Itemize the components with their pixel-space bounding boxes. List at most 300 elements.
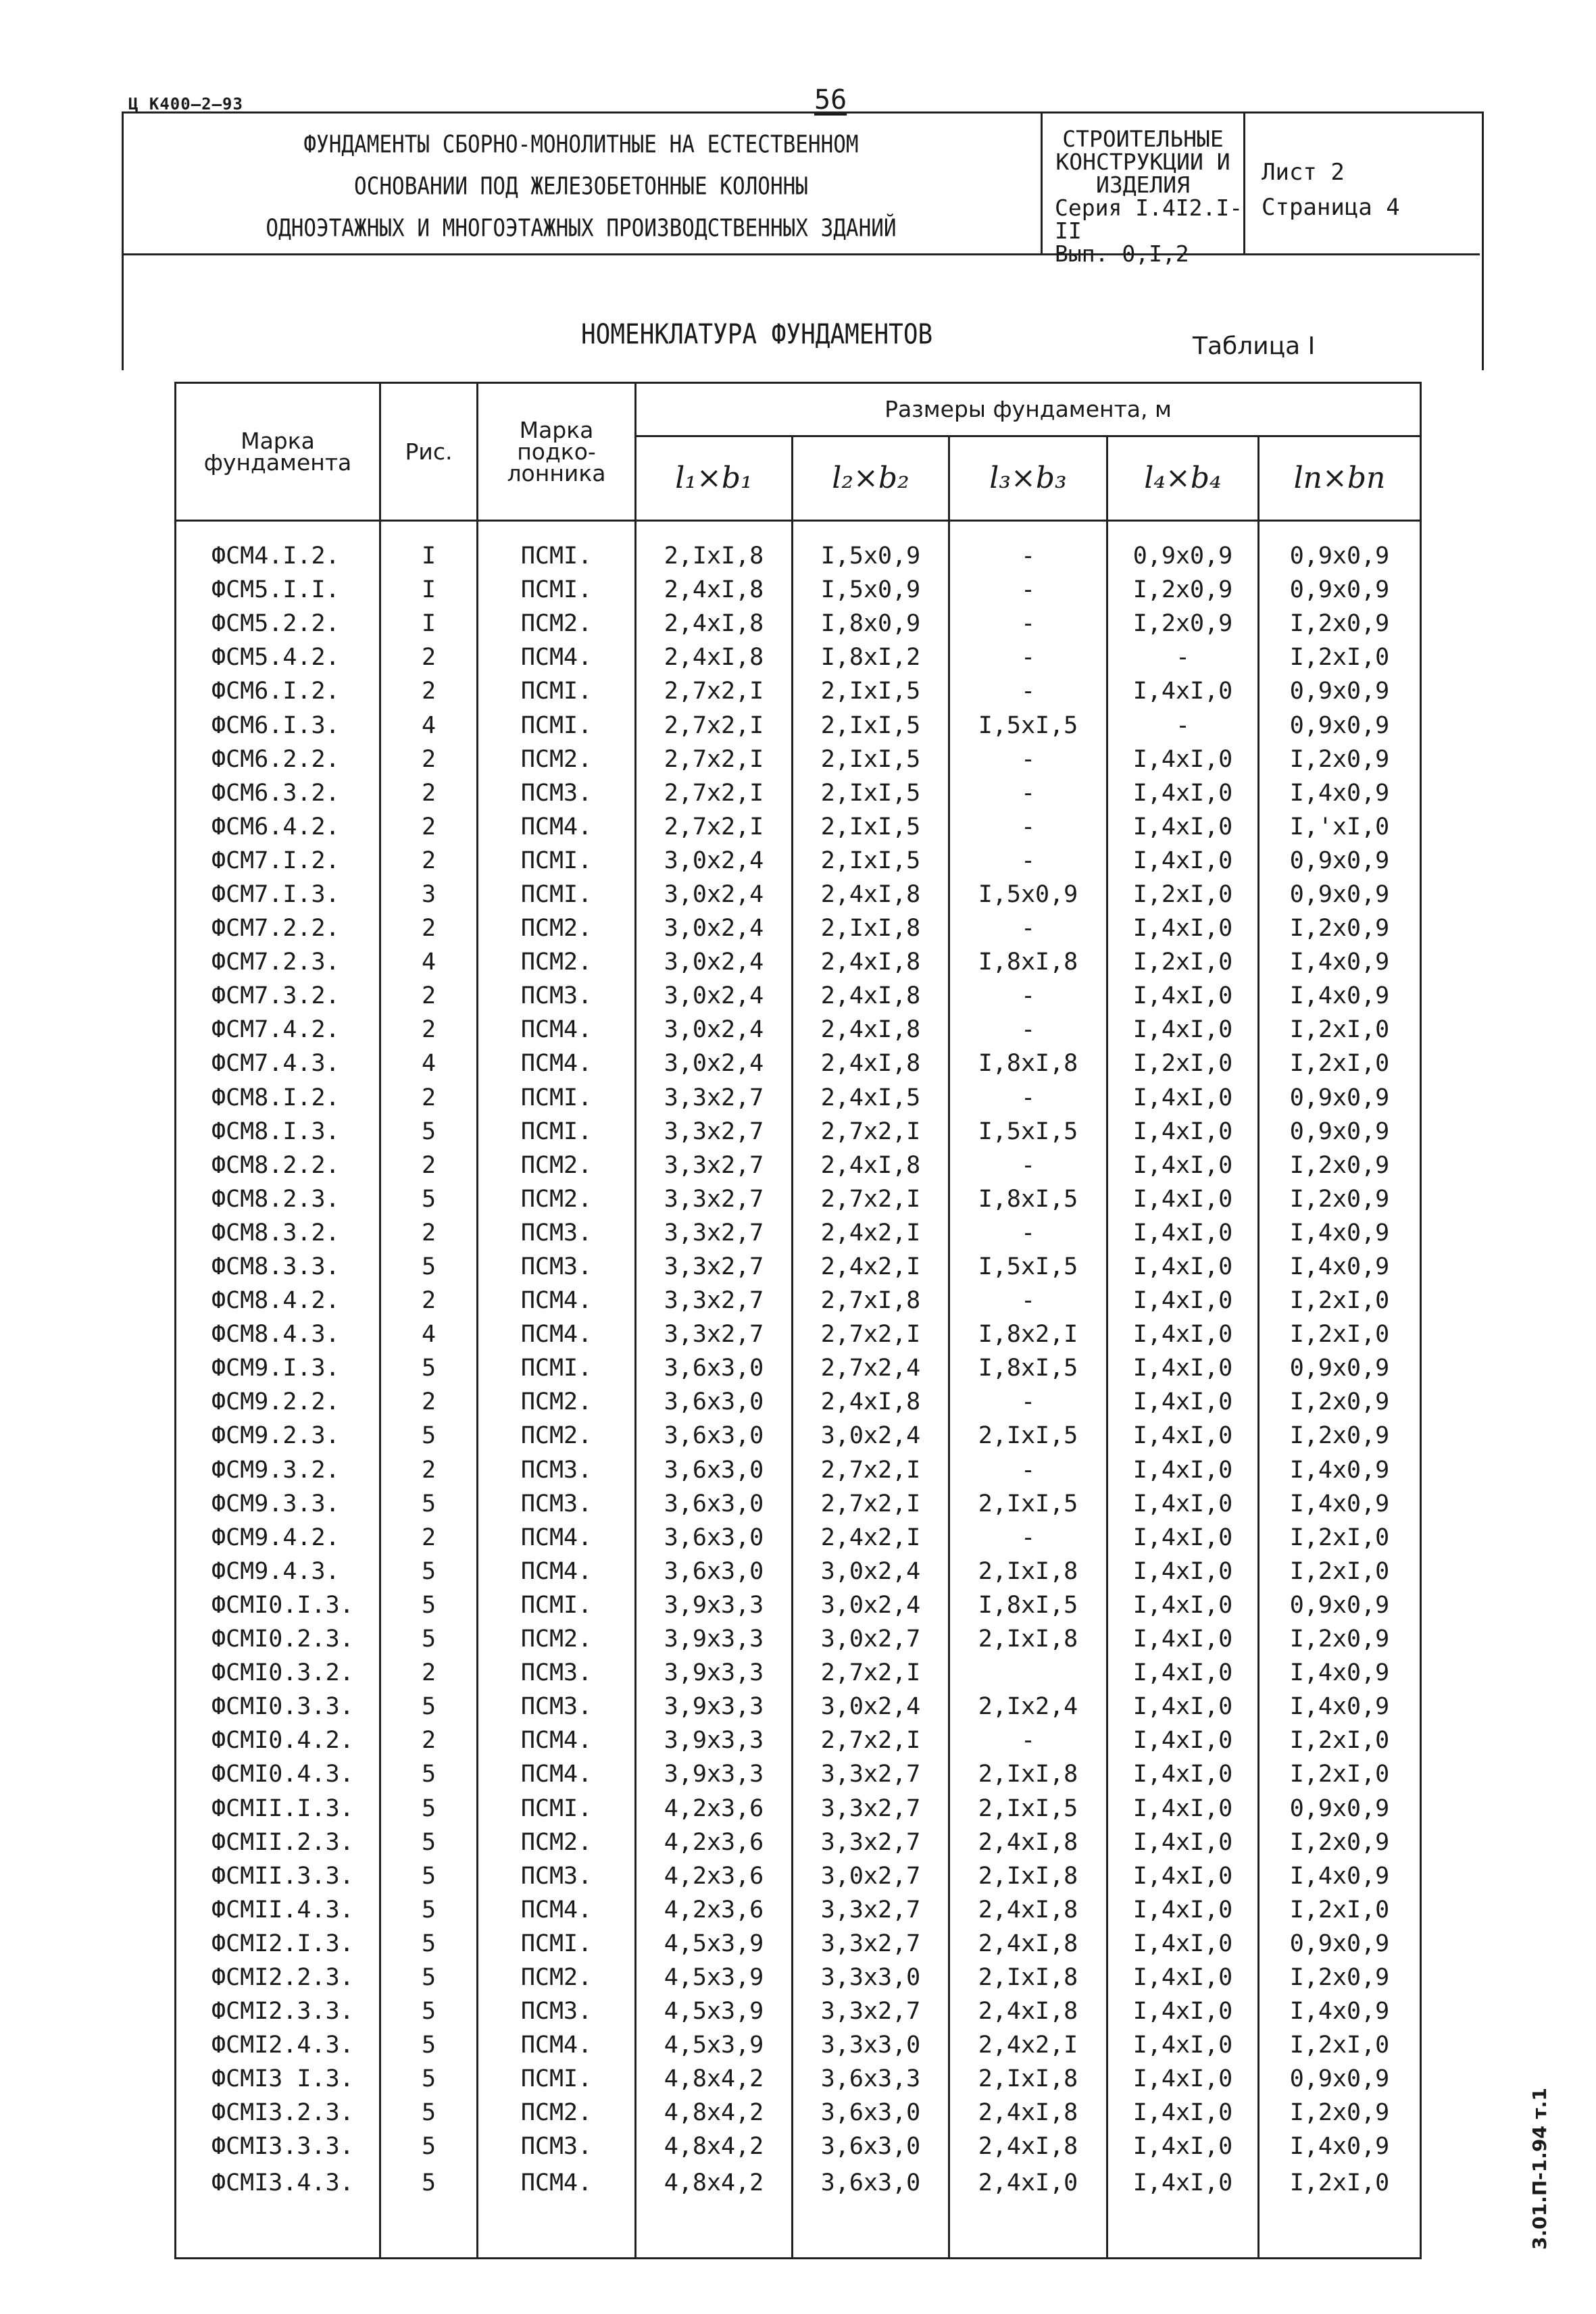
cell-mark: ФСМ8.3.2. bbox=[176, 1216, 380, 1250]
cell-dim-3: - bbox=[949, 521, 1107, 574]
cell-dim-3: - bbox=[949, 844, 1107, 878]
cell-dim-4: I,2x0,9 bbox=[1107, 607, 1259, 640]
cell-dim-n: I,2xI,0 bbox=[1259, 1317, 1421, 1351]
cell-dim-2: 3,3x3,0 bbox=[793, 1961, 949, 1994]
table-row bbox=[176, 945, 1421, 979]
cell-subcolumn: ПСМI. bbox=[478, 1791, 636, 1825]
cell-dim-n: I,2xI,0 bbox=[1259, 1521, 1421, 1555]
cell-dim-3: 2,4xI,8 bbox=[949, 1826, 1107, 1859]
table-row bbox=[176, 1419, 1421, 1453]
cell-dim-2: 2,IxI,5 bbox=[793, 674, 949, 708]
cell-subcolumn: ПСМ2. bbox=[478, 1622, 636, 1656]
cell-figure: 2 bbox=[380, 1724, 478, 1757]
cell-dim-2: 2,4xI,8 bbox=[793, 878, 949, 911]
cell-dim-4: I,4xI,0 bbox=[1107, 1521, 1259, 1555]
cell-dim-n: I,2x0,9 bbox=[1259, 1826, 1421, 1859]
cell-mark: ФСМI0.3.2. bbox=[176, 1656, 380, 1690]
cell-dim-3: 2,4xI,8 bbox=[949, 2130, 1107, 2163]
cell-dim-2: 2,7xI,8 bbox=[793, 1284, 949, 1317]
cell-dim-2: 2,7x2,I bbox=[793, 1453, 949, 1487]
cell-dim-2: I,8xI,2 bbox=[793, 640, 949, 674]
cell-dim-3: 2,4xI,0 bbox=[949, 2164, 1107, 2259]
cell-dim-4: I,4xI,0 bbox=[1107, 1419, 1259, 1453]
cell-dim-n: I,2x0,9 bbox=[1259, 743, 1421, 776]
cell-figure: I bbox=[380, 573, 478, 607]
cell-dim-1: 3,9x3,3 bbox=[636, 1622, 793, 1656]
cell-mark: ФСМ7.2.3. bbox=[176, 945, 380, 979]
cell-dim-3: 2,IxI,8 bbox=[949, 2062, 1107, 2096]
cell-dim-1: 4,2x3,6 bbox=[636, 1893, 793, 1927]
cell-dim-3: - bbox=[949, 979, 1107, 1013]
cell-dim-3: I,8xI,5 bbox=[949, 1182, 1107, 1216]
cell-dim-1: 3,6x3,0 bbox=[636, 1385, 793, 1419]
table-row bbox=[176, 640, 1421, 674]
cell-mark: ФСМI0.I.3. bbox=[176, 1588, 380, 1622]
cell-dim-4: I,4xI,0 bbox=[1107, 1656, 1259, 1690]
cell-dim-2: 2,4xI,8 bbox=[793, 1047, 949, 1080]
cell-figure: 5 bbox=[380, 1994, 478, 2028]
cell-dim-1: 2,7x2,I bbox=[636, 776, 793, 810]
table-row bbox=[176, 2130, 1421, 2163]
cell-dim-4: I,4xI,0 bbox=[1107, 1994, 1259, 2028]
cell-dim-n: I,2xI,0 bbox=[1259, 1284, 1421, 1317]
cell-mark: ФСМ7.4.2. bbox=[176, 1013, 380, 1047]
cell-mark: ФСМ7.4.3. bbox=[176, 1047, 380, 1080]
cell-dim-n: 0,9x0,9 bbox=[1259, 708, 1421, 742]
cell-dim-2: I,5x0,9 bbox=[793, 573, 949, 607]
table-row bbox=[176, 979, 1421, 1013]
cell-dim-4: I,4xI,0 bbox=[1107, 1385, 1259, 1419]
cell-dim-1: 2,7x2,I bbox=[636, 810, 793, 844]
cell-subcolumn: ПСМI. bbox=[478, 674, 636, 708]
table-row bbox=[176, 521, 1421, 574]
cell-dim-1: 3,0x2,4 bbox=[636, 979, 793, 1013]
cell-dim-2: 2,4xI,8 bbox=[793, 979, 949, 1013]
table-row bbox=[176, 1149, 1421, 1182]
cell-dim-3: 2,IxI,5 bbox=[949, 1791, 1107, 1825]
cell-subcolumn: ПСМ3. bbox=[478, 2130, 636, 2163]
cell-subcolumn: ПСМ4. bbox=[478, 810, 636, 844]
cell-dim-4: I,4xI,0 bbox=[1107, 1961, 1259, 1994]
cell-subcolumn: ПСМI. bbox=[478, 2062, 636, 2096]
cell-dim-2: 3,0x2,7 bbox=[793, 1859, 949, 1893]
cell-mark: ФСМ6.I.3. bbox=[176, 708, 380, 742]
cell-subcolumn: ПСМ4. bbox=[478, 1317, 636, 1351]
cell-subcolumn: ПСМI. bbox=[478, 1351, 636, 1385]
cell-dim-2: 3,3x2,7 bbox=[793, 1994, 949, 2028]
cell-dim-n: 0,9x0,9 bbox=[1259, 844, 1421, 878]
cell-dim-2: 2,7x2,I bbox=[793, 1487, 949, 1521]
table-row bbox=[176, 878, 1421, 911]
cell-subcolumn: ПСМ2. bbox=[478, 945, 636, 979]
cell-dim-3: 2,4xI,8 bbox=[949, 2096, 1107, 2130]
cell-dim-n: 0,9x0,9 bbox=[1259, 1351, 1421, 1385]
cell-dim-3: - bbox=[949, 1453, 1107, 1487]
cell-dim-n: I,2xI,0 bbox=[1259, 1013, 1421, 1047]
document-code: Ц К400—2—93 bbox=[128, 95, 243, 114]
cell-subcolumn: ПСМI. bbox=[478, 1927, 636, 1961]
cell-mark: ФСМ9.2.2. bbox=[176, 1385, 380, 1419]
cell-dim-3: - bbox=[949, 776, 1107, 810]
cell-subcolumn: ПСМ3. bbox=[478, 979, 636, 1013]
cell-mark: ФСМI0.3.3. bbox=[176, 1690, 380, 1724]
cell-mark: ФСМ9.I.3. bbox=[176, 1351, 380, 1385]
cell-dim-4: I,4xI,0 bbox=[1107, 1013, 1259, 1047]
cell-dim-1: 4,8x4,2 bbox=[636, 2130, 793, 2163]
cell-mark: ФСМ8.2.3. bbox=[176, 1182, 380, 1216]
cell-dim-4: I,4xI,0 bbox=[1107, 1893, 1259, 1927]
cell-subcolumn: ПСМ3. bbox=[478, 776, 636, 810]
cell-dim-4: I,4xI,0 bbox=[1107, 1826, 1259, 1859]
cell-dim-2: 3,3x2,7 bbox=[793, 1893, 949, 1927]
cell-dim-4: I,4xI,0 bbox=[1107, 810, 1259, 844]
cell-figure: 5 bbox=[380, 1826, 478, 1859]
cell-dim-n: 0,9x0,9 bbox=[1259, 1081, 1421, 1115]
cell-mark: ФСМ8.3.3. bbox=[176, 1250, 380, 1284]
cell-figure: 2 bbox=[380, 844, 478, 878]
cell-mark: ФСМI0.2.3. bbox=[176, 1622, 380, 1656]
table-row bbox=[176, 1893, 1421, 1927]
cell-dim-2: 2,7x2,I bbox=[793, 1115, 949, 1149]
cell-dim-3: 2,Ix2,4 bbox=[949, 1690, 1107, 1724]
cell-dim-4: I,4xI,0 bbox=[1107, 1351, 1259, 1385]
cell-dim-n: I,2xI,0 bbox=[1259, 1757, 1421, 1791]
cell-subcolumn: ПСМI. bbox=[478, 878, 636, 911]
cell-dim-1: 2,4xI,8 bbox=[636, 573, 793, 607]
table-row bbox=[176, 1216, 1421, 1250]
cell-subcolumn: ПСМI. bbox=[478, 708, 636, 742]
cell-dim-4: I,4xI,0 bbox=[1107, 1859, 1259, 1893]
cell-dim-2: 3,3x2,7 bbox=[793, 1927, 949, 1961]
cell-dim-4: I,4xI,0 bbox=[1107, 979, 1259, 1013]
cell-dim-n: I,2xI,0 bbox=[1259, 2164, 1421, 2259]
cell-mark: ФСМ6.4.2. bbox=[176, 810, 380, 844]
cell-dim-1: 3,3x2,7 bbox=[636, 1216, 793, 1250]
cell-dim-1: 2,4xI,8 bbox=[636, 607, 793, 640]
cell-dim-4: I,2xI,0 bbox=[1107, 878, 1259, 911]
cell-figure: 5 bbox=[380, 1757, 478, 1791]
cell-figure: 5 bbox=[380, 2130, 478, 2163]
cell-dim-1: 3,9x3,3 bbox=[636, 1588, 793, 1622]
cell-mark: ФСМ6.3.2. bbox=[176, 776, 380, 810]
table-row bbox=[176, 1791, 1421, 1825]
cell-figure: 5 bbox=[380, 1182, 478, 1216]
table-row bbox=[176, 1385, 1421, 1419]
table-row bbox=[176, 1724, 1421, 1757]
cell-dim-n: I,2x0,9 bbox=[1259, 911, 1421, 945]
cell-dim-n: 0,9x0,9 bbox=[1259, 1588, 1421, 1622]
cell-dim-1: 4,2x3,6 bbox=[636, 1791, 793, 1825]
cell-dim-n: I,2x0,9 bbox=[1259, 1385, 1421, 1419]
cell-subcolumn: ПСМI. bbox=[478, 1115, 636, 1149]
table-row bbox=[176, 2096, 1421, 2130]
cell-dim-2: 3,0x2,4 bbox=[793, 1588, 949, 1622]
table-row bbox=[176, 607, 1421, 640]
cell-subcolumn: ПСМ3. bbox=[478, 1690, 636, 1724]
cell-dim-2: 2,7x2,I bbox=[793, 1656, 949, 1690]
cell-figure: 5 bbox=[380, 1791, 478, 1825]
cell-mark: ФСМII.3.3. bbox=[176, 1859, 380, 1893]
cell-dim-2: 2,IxI,5 bbox=[793, 810, 949, 844]
cell-dim-n: I,4x0,9 bbox=[1259, 776, 1421, 810]
cell-dim-3: - bbox=[949, 674, 1107, 708]
foundation-nomenclature-table bbox=[174, 382, 1422, 2259]
cell-dim-2: 2,IxI,8 bbox=[793, 911, 949, 945]
series-line-1: СТРОИТЕЛЬНЫЕ bbox=[1062, 126, 1224, 152]
cell-dim-n: I,4x0,9 bbox=[1259, 1859, 1421, 1893]
table-row bbox=[176, 1757, 1421, 1791]
cell-dim-n: I,2x0,9 bbox=[1259, 1961, 1421, 1994]
header-subcolumn: Марка подко-лонника bbox=[478, 383, 636, 521]
cell-dim-3: 2,IxI,5 bbox=[949, 1487, 1107, 1521]
cell-dim-2: 3,3x2,7 bbox=[793, 1791, 949, 1825]
cell-dim-n: I,2xI,0 bbox=[1259, 1893, 1421, 1927]
cell-figure: 4 bbox=[380, 945, 478, 979]
cell-figure: 5 bbox=[380, 2096, 478, 2130]
cell-figure: 2 bbox=[380, 979, 478, 1013]
cell-dim-1: 3,9x3,3 bbox=[636, 1690, 793, 1724]
cell-subcolumn: ПСМ2. bbox=[478, 743, 636, 776]
cell-dim-4: I,4xI,0 bbox=[1107, 2164, 1259, 2259]
cell-dim-1: 3,9x3,3 bbox=[636, 1656, 793, 1690]
cell-dim-n: I,2x0,9 bbox=[1259, 607, 1421, 640]
cell-dim-n: I,2x0,9 bbox=[1259, 1622, 1421, 1656]
cell-dim-4: - bbox=[1107, 640, 1259, 674]
cell-figure: I bbox=[380, 607, 478, 640]
series-line-5: Вып. 0,I,2 bbox=[1055, 241, 1189, 267]
table-row bbox=[176, 1013, 1421, 1047]
cell-dim-n: I,4x0,9 bbox=[1259, 945, 1421, 979]
header-mark: Марка фундамента bbox=[176, 383, 380, 521]
cell-figure: 2 bbox=[380, 1081, 478, 1115]
cell-dim-1: 3,3x2,7 bbox=[636, 1250, 793, 1284]
cell-dim-4: I,4xI,0 bbox=[1107, 1555, 1259, 1588]
cell-dim-2: 2,7x2,I bbox=[793, 1317, 949, 1351]
cell-figure: 2 bbox=[380, 1453, 478, 1487]
cell-dim-1: 2,7x2,I bbox=[636, 674, 793, 708]
cell-figure: 5 bbox=[380, 1961, 478, 1994]
cell-dim-2: 3,6x3,0 bbox=[793, 2130, 949, 2163]
table-row bbox=[176, 2164, 1421, 2259]
cell-dim-1: 3,0x2,4 bbox=[636, 1013, 793, 1047]
cell-dim-1: 2,7x2,I bbox=[636, 708, 793, 742]
cell-dim-3: - bbox=[949, 1385, 1107, 1419]
cell-subcolumn: ПСМ4. bbox=[478, 1013, 636, 1047]
cell-dim-1: 3,6x3,0 bbox=[636, 1487, 793, 1521]
cell-subcolumn: ПСМ2. bbox=[478, 2096, 636, 2130]
cell-dim-3: 2,4xI,8 bbox=[949, 1893, 1107, 1927]
header-dim-3: l₃×b₃ bbox=[949, 436, 1107, 521]
cell-dim-2: I,8x0,9 bbox=[793, 607, 949, 640]
cell-dim-2: I,5x0,9 bbox=[793, 521, 949, 574]
cell-dim-2: 2,IxI,5 bbox=[793, 844, 949, 878]
cell-dim-1: 3,6x3,0 bbox=[636, 1351, 793, 1385]
cell-dim-2: 2,4xI,8 bbox=[793, 1385, 949, 1419]
cell-dim-1: 4,2x3,6 bbox=[636, 1826, 793, 1859]
table-row bbox=[176, 1555, 1421, 1588]
cell-dim-4: I,4xI,0 bbox=[1107, 674, 1259, 708]
cell-figure: 5 bbox=[380, 1419, 478, 1453]
cell-mark: ФСМI0.4.2. bbox=[176, 1724, 380, 1757]
cell-dim-1: 3,0x2,4 bbox=[636, 844, 793, 878]
cell-dim-1: 3,0x2,4 bbox=[636, 1047, 793, 1080]
table-row bbox=[176, 911, 1421, 945]
cell-mark: ФСМ6.2.2. bbox=[176, 743, 380, 776]
table-row bbox=[176, 674, 1421, 708]
cell-dim-1: 4,5x3,9 bbox=[636, 2028, 793, 2062]
cell-dim-1: 3,3x2,7 bbox=[636, 1182, 793, 1216]
cell-dim-n: I,2x0,9 bbox=[1259, 1419, 1421, 1453]
cell-dim-3: - bbox=[949, 1081, 1107, 1115]
cell-subcolumn: ПСМ4. bbox=[478, 2028, 636, 2062]
cell-figure: 2 bbox=[380, 911, 478, 945]
cell-dim-3: - bbox=[949, 1724, 1107, 1757]
cell-mark: ФСМI2.3.3. bbox=[176, 1994, 380, 2028]
cell-dim-4: I,4xI,0 bbox=[1107, 844, 1259, 878]
cell-dim-1: 3,3x2,7 bbox=[636, 1317, 793, 1351]
cell-subcolumn: ПСМ3. bbox=[478, 1859, 636, 1893]
cell-dim-1: 3,3x2,7 bbox=[636, 1149, 793, 1182]
cell-subcolumn: ПСМ4. bbox=[478, 1724, 636, 1757]
cell-dim-1: 4,8x4,2 bbox=[636, 2062, 793, 2096]
cell-dim-1: 3,3x2,7 bbox=[636, 1081, 793, 1115]
cell-dim-3: 2,IxI,8 bbox=[949, 1961, 1107, 1994]
cell-dim-2: 3,0x2,4 bbox=[793, 1555, 949, 1588]
cell-dim-2: 3,6x3,3 bbox=[793, 2062, 949, 2096]
cell-subcolumn: ПСМ3. bbox=[478, 1216, 636, 1250]
table-body bbox=[176, 521, 1421, 2259]
cell-mark: ФСМI3.3.3. bbox=[176, 2130, 380, 2163]
cell-mark: ФСМ5.4.2. bbox=[176, 640, 380, 674]
cell-figure: 2 bbox=[380, 1149, 478, 1182]
header-dim-2: l₂×b₂ bbox=[793, 436, 949, 521]
series-line-2: КОНСТРУКЦИИ И bbox=[1055, 149, 1230, 175]
cell-dim-4: I,4xI,0 bbox=[1107, 1149, 1259, 1182]
table-row bbox=[176, 776, 1421, 810]
cell-dim-2: 2,4x2,I bbox=[793, 1521, 949, 1555]
cell-mark: ФСМI3 I.3. bbox=[176, 2062, 380, 2096]
cell-dim-2: 2,4xI,8 bbox=[793, 945, 949, 979]
cell-subcolumn: ПСМ3. bbox=[478, 1994, 636, 2028]
cell-dim-1: 3,0x2,4 bbox=[636, 878, 793, 911]
cell-figure: 5 bbox=[380, 1927, 478, 1961]
cell-mark: ФСМII.I.3. bbox=[176, 1791, 380, 1825]
cell-dim-4: I,2xI,0 bbox=[1107, 945, 1259, 979]
cell-dim-4: I,4xI,0 bbox=[1107, 2062, 1259, 2096]
cell-dim-3: I,5xI,5 bbox=[949, 1250, 1107, 1284]
cell-dim-4: I,4xI,0 bbox=[1107, 1453, 1259, 1487]
cell-dim-4: I,4xI,0 bbox=[1107, 1690, 1259, 1724]
cell-dim-2: 3,6x3,0 bbox=[793, 2164, 949, 2259]
page-number: 56 bbox=[814, 84, 847, 116]
cell-dim-1: 3,9x3,3 bbox=[636, 1724, 793, 1757]
cell-figure: 2 bbox=[380, 1216, 478, 1250]
cell-dim-1: 2,4xI,8 bbox=[636, 640, 793, 674]
cell-mark: ФСМ5.I.I. bbox=[176, 573, 380, 607]
cell-figure: 2 bbox=[380, 776, 478, 810]
cell-subcolumn: ПСМ4. bbox=[478, 1047, 636, 1080]
title-line-1: ФУНДАМЕНТЫ СБОРНО-МОНОЛИТНЫЕ НА ЕСТЕСТВЕННОМ bbox=[303, 130, 859, 159]
title-block bbox=[122, 111, 1480, 267]
cell-dim-3: 2,4xI,8 bbox=[949, 1994, 1107, 2028]
cell-dim-n: I,2xI,0 bbox=[1259, 640, 1421, 674]
cell-dim-n: I,4x0,9 bbox=[1259, 1453, 1421, 1487]
cell-dim-4: - bbox=[1107, 708, 1259, 742]
cell-dim-3: 2,4xI,8 bbox=[949, 1927, 1107, 1961]
cell-subcolumn: ПСМ4. bbox=[478, 1555, 636, 1588]
cell-dim-4: I,4xI,0 bbox=[1107, 911, 1259, 945]
cell-dim-3: I,5xI,5 bbox=[949, 708, 1107, 742]
cell-dim-3: - bbox=[949, 911, 1107, 945]
cell-mark: ФСМII.4.3. bbox=[176, 1893, 380, 1927]
side-code: 3.01.П-1.94 т.1 bbox=[1528, 2088, 1551, 2250]
cell-dim-2: 3,3x2,7 bbox=[793, 1757, 949, 1791]
cell-dim-1: 3,6x3,0 bbox=[636, 1521, 793, 1555]
cell-dim-n: I,4x0,9 bbox=[1259, 1487, 1421, 1521]
cell-dim-4: I,4xI,0 bbox=[1107, 1791, 1259, 1825]
cell-dim-2: 2,7x2,I bbox=[793, 1724, 949, 1757]
table-row bbox=[176, 573, 1421, 607]
cell-dim-4: I,4xI,0 bbox=[1107, 2130, 1259, 2163]
cell-dim-n: 0,9x0,9 bbox=[1259, 674, 1421, 708]
table-row bbox=[176, 810, 1421, 844]
cell-figure: 5 bbox=[380, 1115, 478, 1149]
cell-subcolumn: ПСМ4. bbox=[478, 2164, 636, 2259]
cell-figure: 5 bbox=[380, 1893, 478, 1927]
cell-figure: 2 bbox=[380, 1284, 478, 1317]
cell-dim-1: 4,5x3,9 bbox=[636, 1961, 793, 1994]
header-figure: Рис. bbox=[380, 383, 478, 521]
cell-mark: ФСМ8.2.2. bbox=[176, 1149, 380, 1182]
cell-subcolumn: ПСМ4. bbox=[478, 1284, 636, 1317]
cell-dim-4: I,4xI,0 bbox=[1107, 1115, 1259, 1149]
cell-subcolumn: ПСМ2. bbox=[478, 911, 636, 945]
cell-dim-3: 2,IxI,8 bbox=[949, 1622, 1107, 1656]
table-row bbox=[176, 1994, 1421, 2028]
cell-figure: 5 bbox=[380, 1588, 478, 1622]
table-number: Таблица I bbox=[1193, 332, 1316, 360]
cell-dim-4: I,4xI,0 bbox=[1107, 1081, 1259, 1115]
cell-dim-3: I,8xI,8 bbox=[949, 945, 1107, 979]
header-sizes: Размеры фундамента, м bbox=[636, 383, 1421, 436]
cell-figure: 5 bbox=[380, 1622, 478, 1656]
table-row bbox=[176, 1453, 1421, 1487]
cell-dim-n: I,4x0,9 bbox=[1259, 1690, 1421, 1724]
cell-dim-4: I,4xI,0 bbox=[1107, 1250, 1259, 1284]
cell-subcolumn: ПСМ3. bbox=[478, 1656, 636, 1690]
cell-dim-3: - bbox=[949, 1521, 1107, 1555]
cell-mark: ФСМ7.I.2. bbox=[176, 844, 380, 878]
table-row bbox=[176, 1656, 1421, 1690]
header-dim-n: lп×bп bbox=[1259, 436, 1421, 521]
cell-dim-2: 2,4xI,8 bbox=[793, 1013, 949, 1047]
series-line-3: ИЗДЕЛИЯ bbox=[1095, 172, 1191, 198]
cell-dim-3: I,8x2,I bbox=[949, 1317, 1107, 1351]
cell-subcolumn: ПСМ2. bbox=[478, 1385, 636, 1419]
table-row bbox=[176, 1182, 1421, 1216]
cell-dim-n: I,4x0,9 bbox=[1259, 979, 1421, 1013]
cell-dim-1: 3,3x2,7 bbox=[636, 1284, 793, 1317]
cell-dim-n: 0,9x0,9 bbox=[1259, 2062, 1421, 2096]
cell-dim-2: 3,0x2,7 bbox=[793, 1622, 949, 1656]
cell-dim-n: I,4x0,9 bbox=[1259, 1250, 1421, 1284]
cell-dim-1: 4,8x4,2 bbox=[636, 2096, 793, 2130]
table-row bbox=[176, 1317, 1421, 1351]
cell-dim-4: I,4xI,0 bbox=[1107, 2096, 1259, 2130]
cell-mark: ФСМ9.4.3. bbox=[176, 1555, 380, 1588]
cell-dim-1: 3,6x3,0 bbox=[636, 1419, 793, 1453]
table-row bbox=[176, 1047, 1421, 1080]
